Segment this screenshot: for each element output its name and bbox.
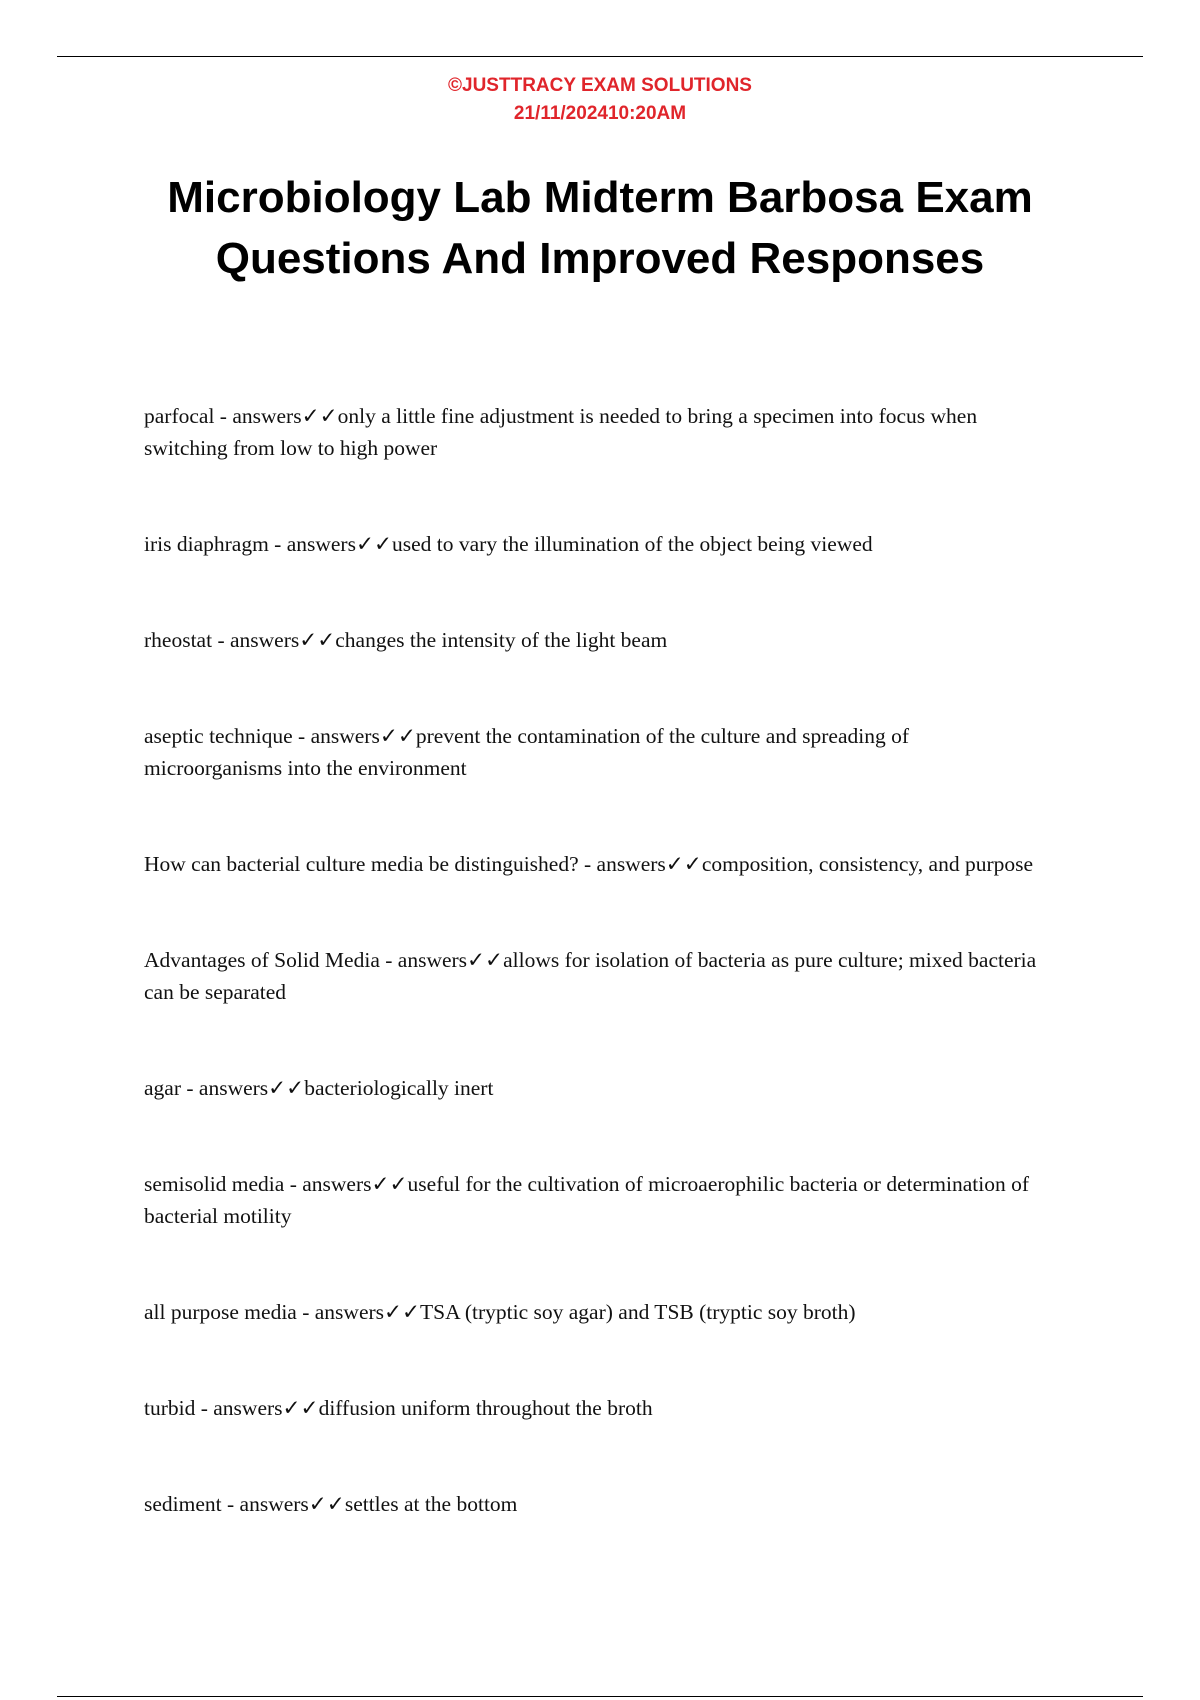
- qa-separator: - answers: [379, 948, 468, 972]
- qa-item: [144, 1072, 1044, 1104]
- qa-answer: changes the intensity of the light beam: [335, 628, 668, 652]
- qa-item: [144, 1392, 1044, 1424]
- checkmark-icon: ✓✓: [299, 628, 336, 652]
- checkmark-icon: ✓✓: [355, 532, 392, 556]
- qa-item: [144, 848, 1044, 880]
- qa-answer: diffusion uniform throughout the broth: [318, 1396, 653, 1420]
- qa-answer: prevent the contamination of the culture and spreading of microorganisms into the environment: [144, 724, 909, 780]
- qa-item: [144, 400, 1044, 464]
- checkmark-icon: ✓✓: [379, 724, 416, 748]
- qa-term: How can bacterial culture media be distinguished?: [144, 852, 579, 876]
- qa-answer: useful for the cultivation of microaerophilic bacteria or determination of bacterial motility: [144, 1172, 1030, 1228]
- checkmark-icon: ✓✓: [301, 404, 338, 428]
- qa-separator: - answers: [578, 852, 666, 876]
- qa-term: sediment: [144, 1492, 222, 1516]
- qa-item: [144, 624, 1044, 656]
- checkmark-icon: ✓✓: [665, 852, 702, 876]
- qa-separator: - answers: [296, 1300, 385, 1324]
- qa-separator: - answers: [221, 1492, 309, 1516]
- qa-separator: - answers: [292, 724, 380, 748]
- qa-term: semisolid media: [144, 1172, 285, 1196]
- top-rule: [57, 56, 1143, 57]
- qa-term: iris diaphragm: [144, 532, 269, 556]
- qa-answer: TSA (tryptic soy agar) and TSB (tryptic soy broth): [420, 1300, 856, 1324]
- qa-list: [144, 400, 1044, 1520]
- qa-item: [144, 1296, 1044, 1328]
- qa-item: [144, 1488, 1044, 1520]
- qa-separator: - answers: [284, 1172, 372, 1196]
- qa-answer: allows for isolation of bacteria as pure culture; mixed bacteria can be separated: [144, 948, 1037, 1004]
- qa-term: rheostat: [144, 628, 213, 652]
- qa-separator: - answers: [181, 1076, 269, 1100]
- qa-answer: only a little fine adjustment is needed to bring a specimen into focus when switching from low to high power: [144, 404, 978, 460]
- qa-separator: - answers: [195, 1396, 283, 1420]
- checkmark-icon: ✓✓: [384, 1300, 421, 1324]
- checkmark-icon: ✓✓: [282, 1396, 319, 1420]
- qa-answer: used to vary the illumination of the object being viewed: [392, 532, 873, 556]
- qa-answer: bacteriologically inert: [304, 1076, 494, 1100]
- watermark-header: [0, 72, 1200, 128]
- qa-answer: settles at the bottom: [344, 1492, 518, 1516]
- qa-item: [144, 944, 1044, 1008]
- page-title: Microbiology Lab Midterm Barbosa Exam Questions And Improved Responses: [167, 173, 1033, 283]
- qa-term: parfocal: [144, 404, 215, 428]
- bottom-rule: [57, 1696, 1143, 1697]
- qa-item: [144, 528, 1044, 560]
- qa-separator: - answers: [212, 628, 300, 652]
- checkmark-icon: ✓✓: [467, 948, 504, 972]
- qa-answer: composition, consistency, and purpose: [701, 852, 1034, 876]
- qa-item: [144, 1168, 1044, 1232]
- qa-term: agar: [144, 1076, 181, 1100]
- checkmark-icon: ✓✓: [268, 1076, 305, 1100]
- copyright-text: ©JUSTTRACY EXAM SOLUTIONS: [448, 75, 752, 96]
- qa-term: turbid: [144, 1396, 196, 1420]
- timestamp: 21/11/202410:20AM: [513, 103, 687, 124]
- qa-item: [144, 720, 1044, 784]
- qa-separator: - answers: [214, 404, 302, 428]
- qa-separator: - answers: [268, 532, 356, 556]
- qa-term: all purpose media: [144, 1300, 297, 1324]
- checkmark-icon: ✓✓: [371, 1172, 408, 1196]
- qa-term: aseptic technique: [144, 724, 293, 748]
- qa-term: Advantages of Solid Media: [144, 948, 380, 972]
- checkmark-icon: ✓✓: [308, 1492, 345, 1516]
